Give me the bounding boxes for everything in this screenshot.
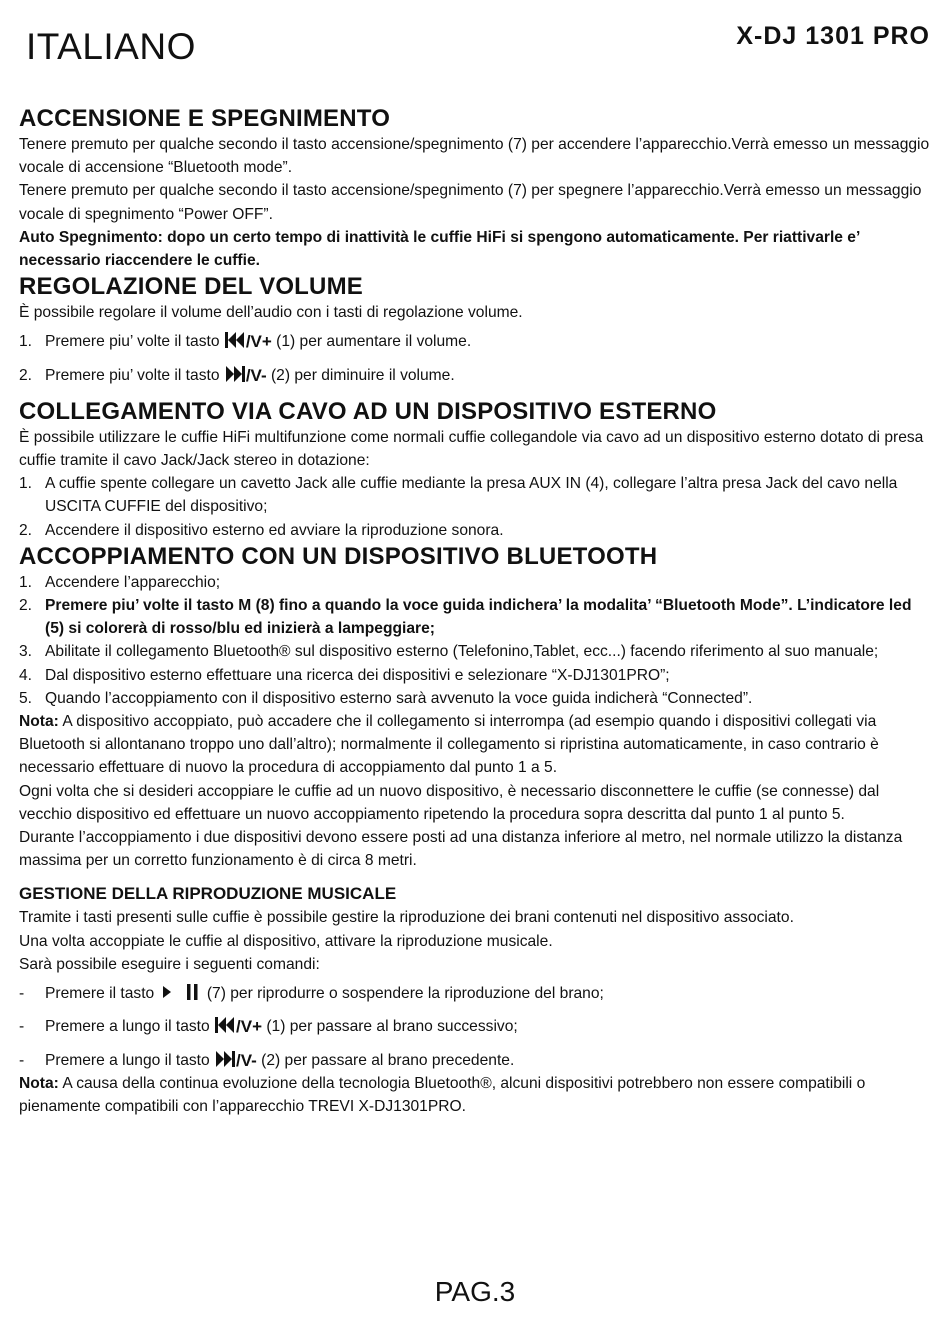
section-title-cable: COLLEGAMENTO VIA CAVO AD UN DISPOSITIVO ESTERNO [19, 397, 717, 425]
list-bullet: - [19, 1018, 25, 1036]
list-number: 1. [19, 475, 33, 493]
music-command-list [19, 982, 934, 1072]
list-text: Premere il tasto [45, 985, 159, 1003]
volume-up-key: /V+ [236, 1017, 263, 1037]
list-number: 2. [19, 597, 33, 615]
list-item [19, 519, 934, 542]
language-label: ITALIANO [26, 26, 196, 67]
list-text: A cuffie spente collegare un cavetto Jack alle cuffie mediante la presa AUX IN (4), collegare l’altra presa Jack del cavo nella USCITA CUFFIE del dispositivo; [45, 475, 898, 516]
list-number: 2. [19, 366, 33, 384]
play-pause-icon [159, 983, 203, 1001]
list-text: (1) per aumentare il volume. [271, 333, 472, 351]
new-device-paragraph: Ogni volta che si desideri accoppiare le cuffie ad un nuovo dispositivo, è necessario disconnettere le cuffie (se connesse) dal vecchio dispositivo ed effettuare un nuovo accoppiamento ripetendo la procedura sopra descritta dal punto 1 al punto 5. [19, 782, 880, 823]
list-item [19, 571, 934, 594]
list-item [19, 982, 934, 1005]
compatibility-note [19, 1072, 934, 1118]
next-track-icon [224, 365, 246, 383]
list-item [19, 472, 934, 518]
list-item [19, 1015, 934, 1038]
list-text: (1) per passare al brano successivo; [262, 1018, 518, 1036]
cable-intro: È possibile utilizzare le cuffie HiFi multifunzione come normali cuffie collegandole via cavo ad un dispositivo esterno dotato di presa cuffie tramite il cavo Jack/Jack stereo in dotazione: [19, 428, 924, 470]
cable-list [19, 472, 934, 542]
list-number: 3. [19, 643, 33, 661]
list-text: Dal dispositivo esterno effettuare una ricerca dei dispositivi e selezionare “X-DJ1301PRO”; [45, 666, 670, 684]
section-title-bluetooth: ACCOPPIAMENTO CON UN DISPOSITIVO BLUETOOTH [19, 542, 658, 570]
power-on-paragraph: Tenere premuto per qualche secondo il tasto accensione/spegnimento (7) per accendere l’apparecchio.Verrà emesso un messaggio vocale di accensione “Bluetooth mode”. [19, 136, 930, 177]
list-text: Premere a lungo il tasto [45, 1051, 215, 1069]
note-text: A dispositivo accoppiato, può accadere che il collegamento si interrompa (ad esempio quando i dispositivi collegati via Bluetooth si allontanano troppo uno dall’altro); normalmente il collegamento si ripristina automaticamente, in caso contrario è necessario effettuare di nuovo la procedura di accoppiamento dal punto 1 a 5. [19, 713, 879, 777]
list-text: (2) per passare al brano precedente. [256, 1051, 515, 1069]
auto-off-paragraph: Auto Spegnimento: dopo un certo tempo di inattività le cuffie HiFi si spengono automaticamente. Per riattivarle e’ necessario riaccendere le cuffie. [19, 228, 860, 270]
volume-up-key: /V+ [245, 332, 272, 352]
list-item [19, 1049, 934, 1072]
list-text: Premere a lungo il tasto [45, 1018, 215, 1036]
music-paragraph-1: Tramite i tasti presenti sulle cuffie è possibile gestire la riproduzione dei brani contenuti nel dispositivo associato. [19, 909, 794, 927]
section-title-power: ACCENSIONE E SPEGNIMENTO [19, 105, 391, 132]
power-off-paragraph: Tenere premuto per qualche secondo il tasto accensione/spegnimento (7) per spegnere l’apparecchio.Verrà emesso un messaggio vocale di spegnimento “Power OFF”. [19, 182, 922, 223]
list-number: 1. [19, 573, 33, 591]
list-item [19, 364, 934, 387]
previous-track-icon [224, 331, 246, 349]
manual-content [19, 104, 934, 1118]
list-item [19, 330, 934, 353]
list-number: 5. [19, 689, 33, 707]
bluetooth-list [19, 571, 934, 710]
list-text: Quando l’accoppiamento con il dispositivo esterno sarà avvenuto la voce guida indicherà “Connected”. [45, 689, 753, 707]
list-item [19, 594, 934, 640]
list-number: 4. [19, 666, 33, 684]
model-name: X-DJ 1301 PRO [736, 22, 930, 50]
distance-paragraph: Durante l’accoppiamento i due dispositivi devono essere posti ad una distanza inferiore al metro, nel normale utilizzo la distanza massima per un corretto funzionamento è di circa 8 metri. [19, 829, 903, 870]
list-text: Abilitate il collegamento Bluetooth® sul dispositivo esterno (Telefonino,Tablet, ecc...) facendo riferimento al suo manuale; [45, 643, 879, 661]
bluetooth-note [19, 710, 934, 780]
list-text: Premere piu’ volte il tasto [45, 366, 224, 384]
list-text: Accendere l’apparecchio; [45, 573, 221, 591]
section-title-music: GESTIONE DELLA RIPRODUZIONE MUSICALE [19, 884, 397, 904]
music-paragraph-2: Una volta accoppiate le cuffie al dispositivo, attivare la riproduzione musicale. [19, 932, 553, 950]
volume-down-key: /V- [245, 365, 267, 385]
page-number: PAG.3 [434, 1276, 516, 1307]
list-text: (2) per diminuire il volume. [266, 366, 455, 384]
list-text: Accendere il dispositivo esterno ed avviare la riproduzione sonora. [45, 521, 504, 539]
list-item [19, 664, 934, 687]
list-bullet: - [19, 985, 25, 1003]
volume-down-key: /V- [236, 1050, 257, 1070]
section-title-volume: REGOLAZIONE DEL VOLUME [19, 273, 363, 301]
note-label: Nota: [19, 713, 59, 731]
list-item [19, 640, 934, 663]
list-text: (7) per riprodurre o sospendere la riproduzione del brano; [202, 985, 604, 1003]
next-track-icon [214, 1050, 236, 1068]
list-number: 1. [19, 333, 33, 351]
volume-intro: È possibile regolare il volume dell’audio con i tasti di regolazione volume. [19, 304, 523, 322]
list-item [19, 687, 934, 710]
previous-track-icon [214, 1016, 236, 1034]
volume-list [19, 330, 934, 386]
list-text: Premere piu’ volte il tasto [45, 333, 224, 351]
list-text: Premere piu’ volte il tasto M (8) fino a quando la voce guida indichera’ la modalita’ “Bluetooth Mode”. L’indicatore led (5) si colorerà di rosso/blu ed inizierà a lampeggiare; [45, 597, 912, 638]
note-text: A causa della continua evoluzione della tecnologia Bluetooth®, alcuni dispositivi potrebbero non essere compatibili o pienamente compatibili con l’apparecchio TREVI X-DJ1301PRO. [19, 1074, 866, 1115]
note-label: Nota: [19, 1074, 59, 1092]
list-bullet: - [19, 1051, 25, 1069]
music-paragraph-3: Sarà possibile eseguire i seguenti comandi: [19, 955, 320, 973]
list-number: 2. [19, 521, 33, 539]
